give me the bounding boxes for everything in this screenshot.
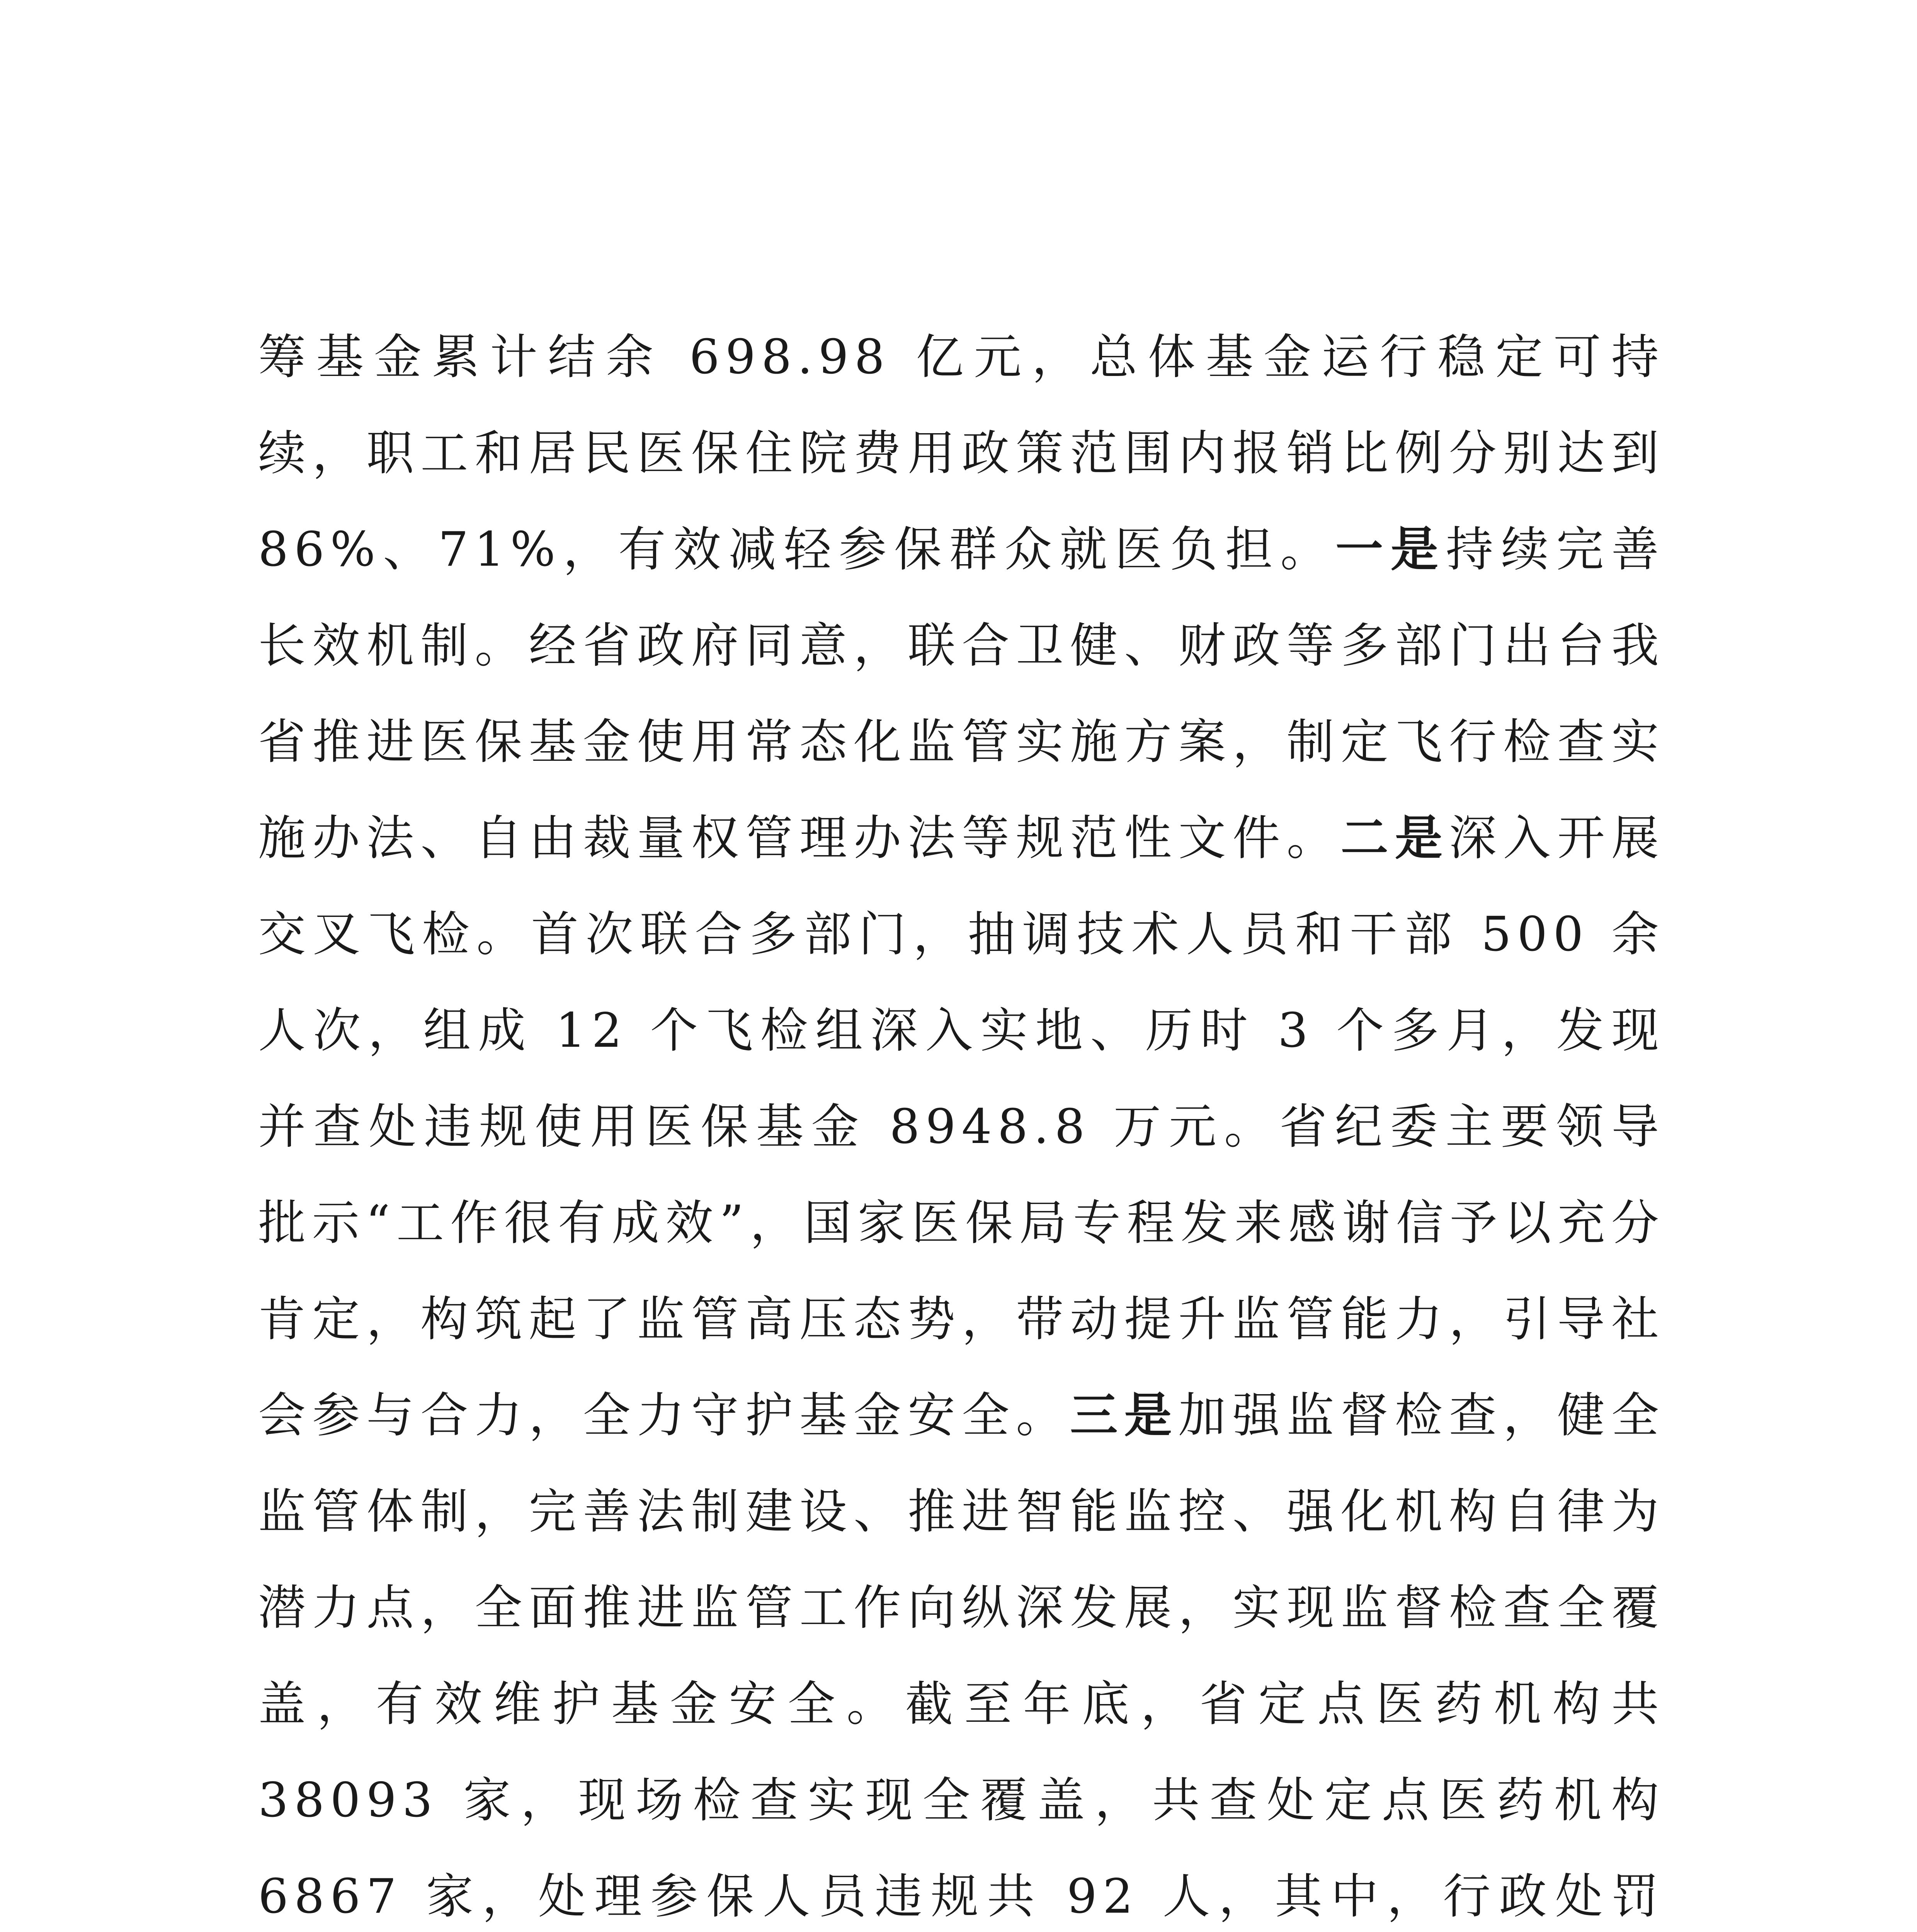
point2-text: 深入开展交叉飞检。首次联合多部门，抽调技术人员和干部 500 余人次，组成 12 个飞检组深入实地、历时 3 个多月，发现并查处违规使用医保基金 8948.8 万元。省纪委主要领导批示“工作很有成效”，国家医保局专程发来感谢信予以充分肯定，构筑起了监管高压态势，带动提升监管能力，引导社会参与合力，全力守护基金安全。 — [258, 811, 1665, 1443]
point1-label: 一是 — [1335, 522, 1446, 577]
point2-label: 二是 — [1340, 811, 1449, 866]
point3-label: 三是 — [1070, 1388, 1179, 1443]
point3-text: 加强监督检查，健全监管体制，完善法制建设、推进智能监控、强化机构自律为潜力点，全面推进监管工作向纵深发展，实现监督检查全覆盖，有效维护基金安全。截至年底，省定点医药机构共 38093 家，现场检查实现全覆盖，共查处定点医药机构 6867 家，处理参保人员违规共 92 人，其中，行政处罚 — [258, 1388, 1665, 1924]
body-paragraph — [258, 309, 1665, 1932]
paragraph-intro: 筹基金累计结余 698.98 亿元，总体基金运行稳定可持续，职工和居民医保住院费用政策范围内报销比例分别达到86%、71%，有效减轻参保群众就医负担。 — [258, 330, 1665, 577]
point1-text: 持续完善长效机制。经省政府同意，联合卫健、财政等多部门出台我省推进医保基金使用常态化监管实施方案，制定飞行检查实施办法、自由裁量权管理办法等规范性文件。 — [258, 522, 1665, 866]
